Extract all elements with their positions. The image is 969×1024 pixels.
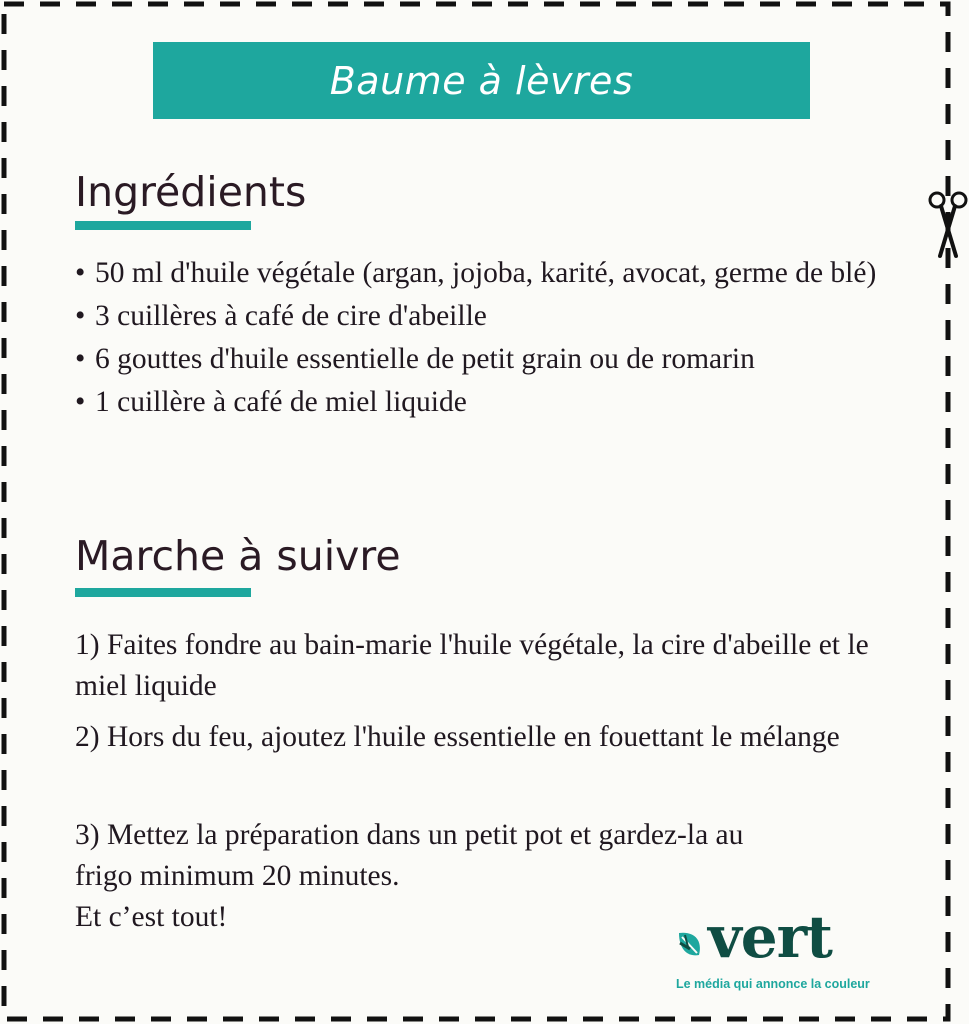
vert-logo — [672, 905, 882, 995]
ingredients-underline — [75, 221, 251, 230]
leaf-icon — [675, 927, 705, 963]
title-banner — [153, 42, 810, 119]
ingredients-heading: Ingrédients — [75, 168, 307, 216]
list-item: • 1 cuillère à café de miel liquide — [75, 381, 895, 424]
recipe-title: Baume à lèvres — [329, 58, 634, 103]
step-item: 3) Mettez la préparation dans un petit pot et gardez-la au frigo minimum 20 minutes. — [75, 819, 744, 892]
scissors-icon — [926, 188, 969, 260]
list-item: • 3 cuillères à café de cire d'abeille — [75, 295, 895, 338]
list-item: • 6 gouttes d'huile essentielle de petit grain ou de romarin — [75, 338, 895, 381]
steps-heading: Marche à suivre — [75, 532, 401, 580]
logo-wordmark: vert — [708, 903, 832, 971]
step-item: 1) Faites fondre au bain-marie l'huile végétale, la cire d'abeille et le miel liquide — [75, 629, 869, 702]
ingredients-list — [75, 252, 895, 424]
steps-underline — [75, 588, 251, 597]
logo-tagline: Le média qui annonce la couleur — [676, 977, 870, 991]
closing-text: Et c’est tout! — [75, 901, 228, 933]
list-item: • 50 ml d'huile végétale (argan, jojoba, karité, avocat, germe de blé) — [75, 252, 895, 295]
step-item: 2) Hors du feu, ajoutez l'huile essentielle en fouettant le mélange — [75, 721, 840, 753]
